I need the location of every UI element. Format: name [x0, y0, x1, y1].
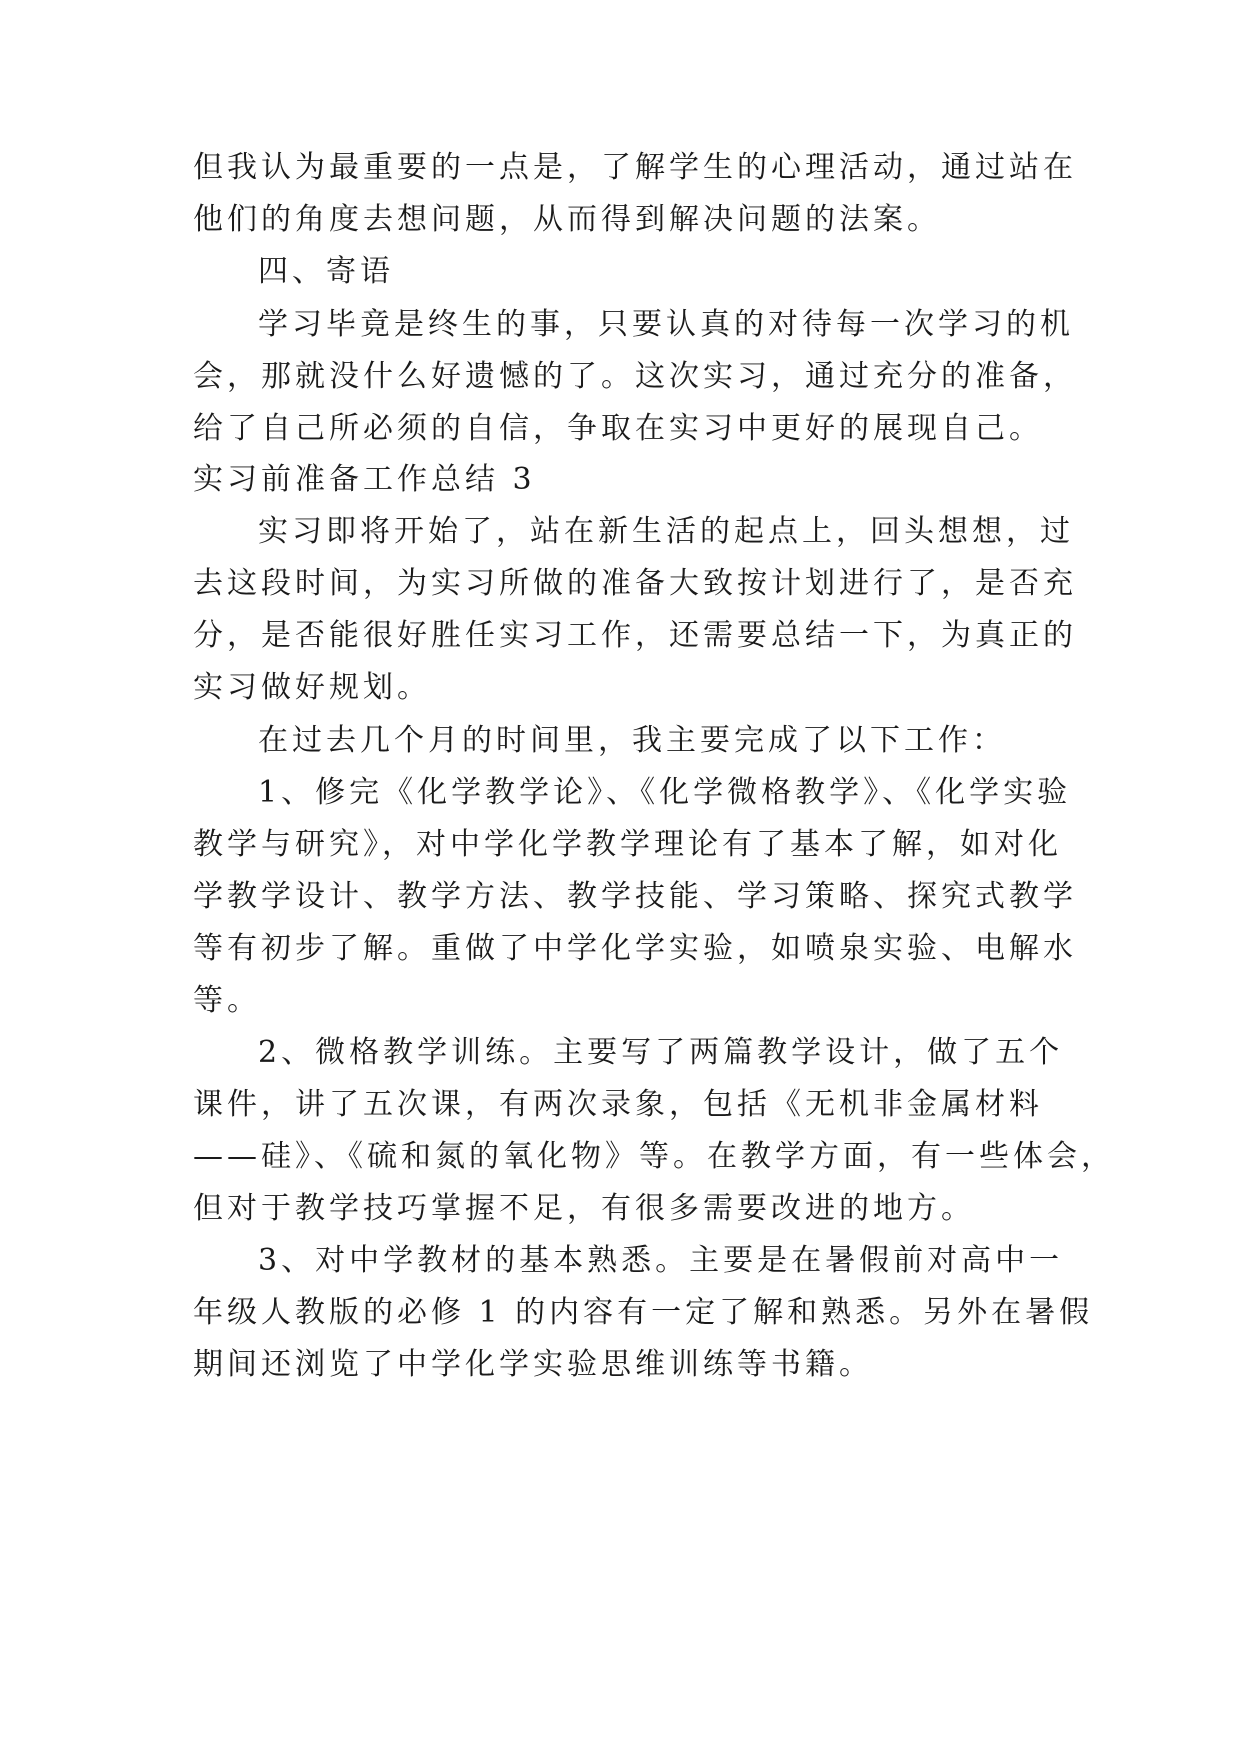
text-line: 实习做好规划。: [193, 670, 431, 705]
text-line: 年级人教版的必修 1 的内容有一定了解和熟悉。另外在暑假: [193, 1295, 1094, 1330]
list-item-1: 1、修完《化学教学论》、《化学微格教学》、《化学实验: [258, 775, 1072, 810]
document-title: 实习前准备工作总结 3: [193, 462, 536, 497]
text-line: 实习即将开始了，站在新生活的起点上，回头想想，过: [258, 514, 1074, 549]
section-heading: 四、寄语: [258, 254, 394, 289]
text-line: 学教学设计、教学方法、教学技能、学习策略、探究式教学: [193, 879, 1077, 914]
text-line: ——硅》、《硫和氮的氧化物》等。在教学方面，有一些体会，: [193, 1139, 1115, 1174]
text-line: 在过去几个月的时间里，我主要完成了以下工作：: [258, 723, 1006, 758]
text-line: 会，那就没什么好遗憾的了。这次实习，通过充分的准备，: [193, 359, 1077, 394]
text-line: 教学与研究》，对中学化学教学理论有了基本了解，如对化: [193, 827, 1062, 862]
list-item-2: 2、微格教学训练。主要写了两篇教学设计，做了五个: [258, 1035, 1064, 1070]
text-line: 课件，讲了五次课，有两次录象，包括《无机非金属材料: [193, 1087, 1043, 1122]
text-line: 学习毕竟是终生的事，只要认真的对待每一次学习的机: [258, 307, 1074, 342]
list-item-3: 3、对中学教材的基本熟悉。主要是在暑假前对高中一: [258, 1243, 1064, 1278]
text-line: 期间还浏览了中学化学实验思维训练等书籍。: [193, 1347, 873, 1382]
text-line: 但我认为最重要的一点是，了解学生的心理活动，通过站在: [193, 150, 1077, 185]
text-line: 等。: [193, 983, 261, 1018]
text-line: 去这段时间，为实习所做的准备大致按计划进行了，是否充: [193, 566, 1077, 601]
text-line: 但对于教学技巧掌握不足，有很多需要改进的地方。: [193, 1191, 975, 1226]
text-line: 他们的角度去想问题，从而得到解决问题的法案。: [193, 202, 941, 237]
text-line: 给了自己所必须的自信，争取在实习中更好的展现自己。: [193, 411, 1043, 446]
text-line: 分，是否能很好胜任实习工作，还需要总结一下，为真正的: [193, 618, 1077, 653]
text-line: 等有初步了解。重做了中学化学实验，如喷泉实验、电解水: [193, 931, 1077, 966]
